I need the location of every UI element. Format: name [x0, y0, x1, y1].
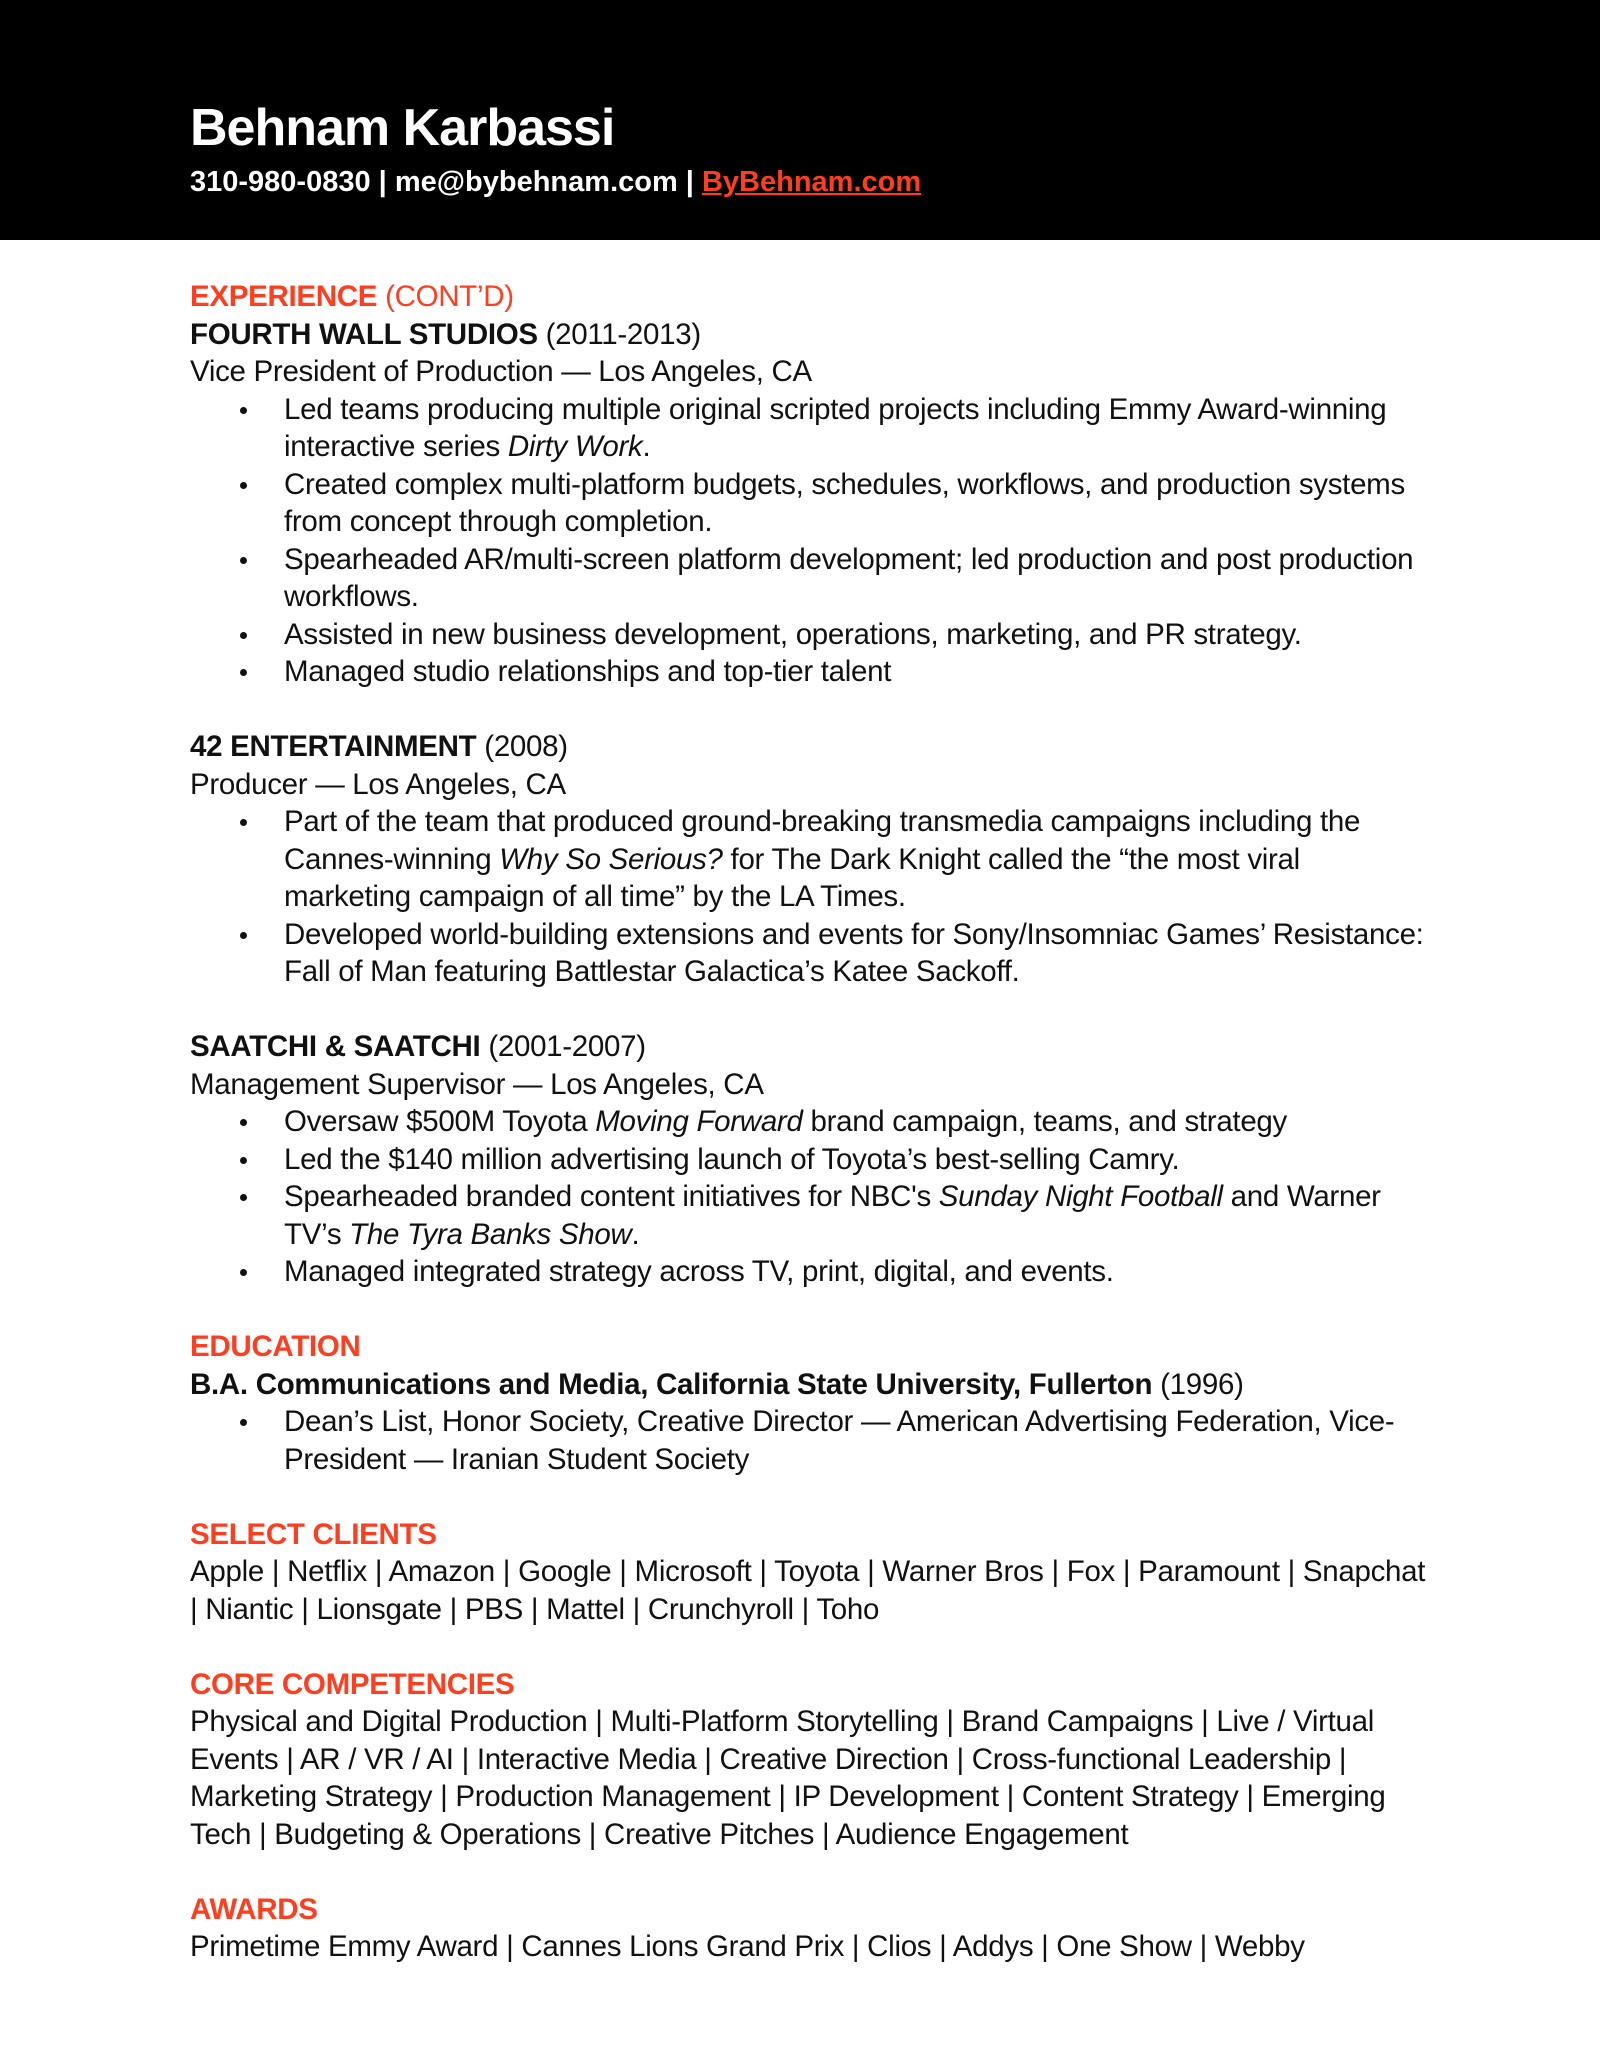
separator: | — [370, 166, 395, 198]
education-bullets — [190, 1403, 1430, 1478]
section-heading-awards: AWARDS — [190, 1892, 318, 1926]
section-heading-experience: EXPERIENCE (CONT’D) — [190, 280, 514, 313]
job-bullets — [190, 1103, 1430, 1291]
phone-number: 310-980-0830 — [190, 166, 371, 198]
bullet-item: Dean’s List, Honor Society, Creative Director — American Advertising Federation, Vice-President — Iranian Student Society — [284, 1403, 1430, 1478]
company-name: FOURTH WALL STUDIOS — [190, 317, 538, 351]
applicant-name: Behnam Karbassi — [190, 99, 615, 157]
company-name: 42 ENTERTAINMENT — [190, 730, 477, 763]
separator: | — [677, 166, 702, 198]
bullet-item: Managed integrated strategy across TV, print, digital, and events. — [284, 1253, 1430, 1291]
bullet-item: Part of the team that produced ground-breaking transmedia campaigns including the Cannes-winning Why So Serious? for The Dark Knight called the “the most viral marketing campaign of all time” by the LA Times. — [284, 803, 1430, 916]
graduation-year: (1996) — [1152, 1367, 1244, 1401]
section-heading-clients: SELECT CLIENTS — [190, 1517, 437, 1551]
job-bullets — [190, 803, 1430, 991]
bullet-item: Spearheaded AR/multi-screen platform development; led production and post production workflows. — [284, 541, 1430, 616]
resume-header — [0, 0, 1600, 240]
email-address[interactable]: me@bybehnam.com — [394, 166, 678, 198]
degree: B.A. Communications and Media, California State University, Fullerton — [190, 1367, 1153, 1401]
competencies-list: Physical and Digital Production | Multi-Platform Storytelling | Brand Campaigns | Live / Virtual Events | AR / VR / AI | Interactive Media | Creative Direction | Cross-functional Leadership | Marketing Strategy | Production Management | IP Development | Content Strategy | Emerging Tech | Budgeting & Operations | Creative Pitches | Audience Engagement — [190, 1705, 1386, 1851]
job-bullets — [190, 391, 1430, 691]
job-title-line — [190, 316, 1430, 354]
bullet-item: Developed world-building extensions and events for Sony/Insomniac Games’ Resistance: Fall of Man featuring Battlestar Galactica’s Katee Sackoff. — [284, 916, 1430, 991]
job-entry — [190, 728, 1430, 991]
job-years: (2001-2007) — [480, 1030, 646, 1063]
job-role: Management Supervisor — Los Angeles, CA — [190, 1067, 764, 1101]
resume-body — [190, 278, 1430, 1966]
section-heading-education: EDUCATION — [190, 1330, 361, 1363]
bullet-item: Spearheaded branded content initiatives for NBC's Sunday Night Football and Warner TV’s The Tyra Banks Show. — [284, 1178, 1430, 1253]
bullet-item: Led teams producing multiple original scripted projects including Emmy Award-winning interactive series Dirty Work. — [284, 391, 1430, 466]
job-role: Producer — Los Angeles, CA — [190, 767, 566, 801]
website-link[interactable]: ByBehnam.com — [701, 166, 922, 198]
bullet-item: Assisted in new business development, operations, marketing, and PR strategy. — [284, 616, 1430, 654]
contact-line — [190, 166, 921, 199]
bullet-item: Managed studio relationships and top-tier talent — [284, 653, 1430, 691]
bullet-item: Created complex multi-platform budgets, schedules, workflows, and production systems from concept through completion. — [284, 466, 1430, 541]
awards-list: Primetime Emmy Award | Cannes Lions Grand Prix | Clios | Addys | One Show | Webby — [190, 1930, 1305, 1963]
job-title-line — [190, 728, 1430, 766]
job-years: (2008) — [476, 730, 568, 763]
job-entry — [190, 1028, 1430, 1291]
job-title-line — [190, 1028, 1430, 1066]
company-name: SAATCHI & SAATCHI — [190, 1030, 481, 1063]
bullet-item: Led the $140 million advertising launch of Toyota’s best-selling Camry. — [284, 1141, 1430, 1179]
clients-list: Apple | Netflix | Amazon | Google | Microsoft | Toyota | Warner Bros | Fox | Paramount | Snapchat | Niantic | Lionsgate | PBS | Mattel | Crunchyroll | Toho — [190, 1555, 1426, 1626]
job-entry — [190, 316, 1430, 691]
section-heading-competencies: CORE COMPETENCIES — [190, 1667, 515, 1701]
degree-line — [190, 1366, 1430, 1404]
job-years: (2011-2013) — [537, 317, 701, 351]
job-role: Vice President of Production — Los Angeles, CA — [190, 355, 812, 388]
bullet-item: Oversaw $500M Toyota Moving Forward brand campaign, teams, and strategy — [284, 1103, 1430, 1141]
